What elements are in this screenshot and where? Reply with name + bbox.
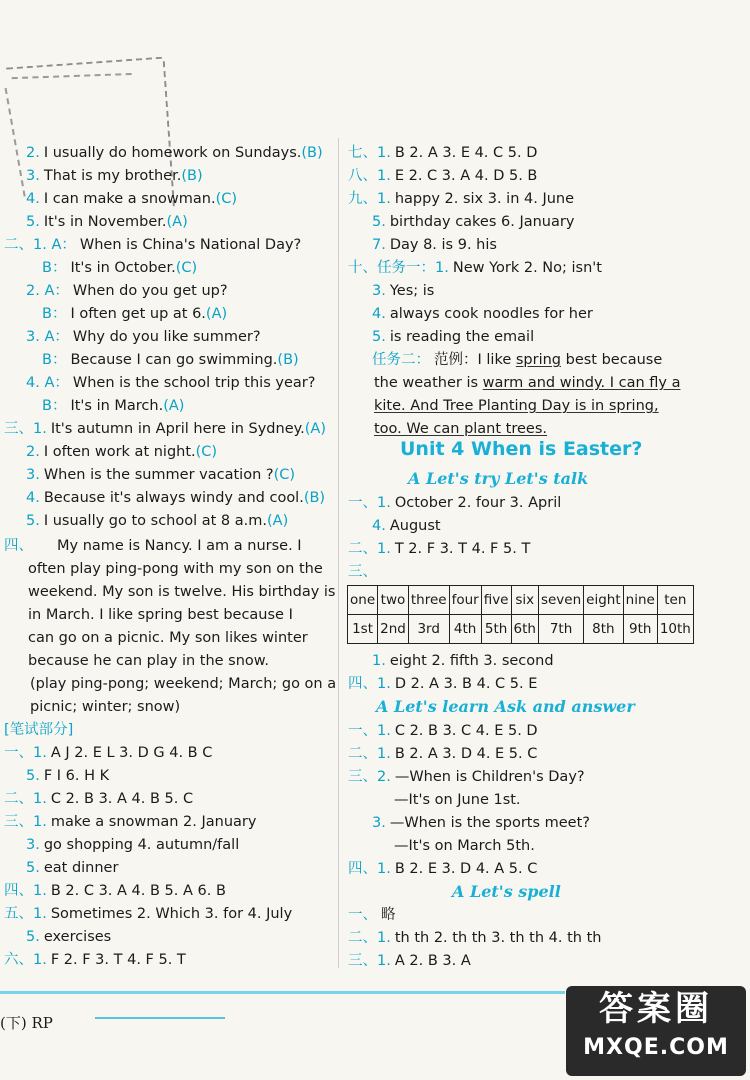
- answer-line: 4. A： When is the school trip this year?: [26, 375, 316, 391]
- table-cell: 8th: [584, 615, 623, 644]
- answer-line: 4. always cook noodles for her: [372, 306, 593, 322]
- table-cell: two: [378, 586, 409, 615]
- answer-line: 三、: [348, 564, 377, 580]
- answer-line: 2. I usually do homework on Sundays.(B): [26, 145, 323, 161]
- answer-line: 5. birthday cakes 6. January: [372, 214, 575, 230]
- section-subtitle: A Let's learn Ask and answer: [376, 697, 635, 716]
- table-cell: 9th: [623, 615, 657, 644]
- answer-line: 5. F I 6. H K: [26, 768, 110, 784]
- answer-line: 2. I often work at night.(C): [26, 444, 218, 460]
- passage-line: in March. I like spring best because I: [28, 607, 293, 623]
- table-cell: eight: [584, 586, 623, 615]
- answer-line: 六、1. F 2. F 3. T 4. F 5. T: [4, 952, 186, 968]
- answer-line: 五、1. Sometimes 2. Which 3. for 4. July: [4, 906, 293, 922]
- table-cell: seven: [538, 586, 583, 615]
- table-cell: one: [348, 586, 378, 615]
- passage-line: 四、 My name is Nancy. I am a nurse. I: [4, 538, 302, 554]
- passage-line: picnic; winter; snow): [30, 699, 181, 715]
- unit-title: Unit 4 When is Easter?: [400, 438, 643, 460]
- footer-rule: [0, 991, 565, 994]
- answer-line: 3. go shopping 4. autumn/fall: [26, 837, 240, 853]
- answer-line: 一、1. A J 2. E L 3. D G 4. B C: [4, 745, 213, 761]
- answer-line: 一、1. October 2. four 3. April: [348, 495, 562, 511]
- answer-line: —It's on March 5th.: [394, 838, 535, 854]
- ordinal-table: [347, 585, 694, 644]
- answer-line: 4. Because it's always windy and cool.(B): [26, 490, 326, 506]
- answer-line: 4. I can make a snowman.(C): [26, 191, 238, 207]
- footer-underline: [95, 1017, 225, 1019]
- answer-line: B： It's in October.(C): [42, 260, 198, 276]
- answer-line: 7. Day 8. is 9. his: [372, 237, 497, 253]
- essay-line: kite. And Tree Planting Day is in spring,: [374, 398, 659, 414]
- section-subtitle: A Let's try Let's talk: [408, 469, 589, 488]
- answer-line: 二、1. C 2. B 3. A 4. B 5. C: [4, 791, 194, 807]
- table-cell: 6th: [511, 615, 538, 644]
- answer-line: 一、1. C 2. B 3. C 4. E 5. D: [348, 723, 538, 739]
- answer-line: 3. A： Why do you like summer?: [26, 329, 261, 345]
- footer-label: (下) RP: [0, 1014, 53, 1032]
- answer-line: 二、1. T 2. F 3. T 4. F 5. T: [348, 541, 531, 557]
- answer-line: 3. When is the summer vacation ?(C): [26, 467, 296, 483]
- answer-line: 十、任务一：1. New York 2. No; isn't: [348, 260, 602, 276]
- passage-line: can go on a picnic. My son likes winter: [28, 630, 308, 646]
- table-cell: five: [481, 586, 511, 615]
- table-cell: 2nd: [378, 615, 409, 644]
- passage-line: because he can play in the snow.: [28, 653, 269, 669]
- passage-line: weekend. My son is twelve. His birthday is: [28, 584, 336, 600]
- answer-line: 四、1. B 2. E 3. D 4. A 5. C: [348, 861, 538, 877]
- table-cell: six: [511, 586, 538, 615]
- answer-line: 四、1. D 2. A 3. B 4. C 5. E: [348, 676, 538, 692]
- essay-line: too. We can plant trees.: [374, 421, 548, 437]
- answer-line: 八、1. E 2. C 3. A 4. D 5. B: [348, 168, 538, 184]
- table-cell: 4th: [449, 615, 481, 644]
- watermark-logo: 答案圈: [599, 989, 713, 1029]
- answer-line: 三、1. make a snowman 2. January: [4, 814, 257, 830]
- answer-line: 三、1. It's autumn in April here in Sydney.(A): [4, 421, 326, 437]
- column-divider: [338, 138, 339, 968]
- answer-line: 二、1. A： When is China's National Day?: [4, 237, 302, 253]
- answer-line: 一、 略: [348, 907, 396, 923]
- table-cell: 5th: [481, 615, 511, 644]
- passage-line: often play ping-pong with my son on the: [28, 561, 323, 577]
- answer-line: 七、1. B 2. A 3. E 4. C 5. D: [348, 145, 538, 161]
- table-cell: 3rd: [408, 615, 449, 644]
- answer-line: 3. —When is the sports meet?: [372, 815, 590, 831]
- answer-line: 5. is reading the email: [372, 329, 535, 345]
- answer-line: 1. eight 2. fifth 3. second: [372, 653, 554, 669]
- answer-line: 四、1. B 2. C 3. A 4. B 5. A 6. B: [4, 883, 226, 899]
- table-cell: four: [449, 586, 481, 615]
- section-heading-written: [笔试部分]: [4, 722, 74, 738]
- answer-line: 二、1. th th 2. th th 3. th th 4. th th: [348, 930, 602, 946]
- section-subtitle: A Let's spell: [452, 882, 561, 901]
- watermark-url: MXQE.COM: [583, 1035, 729, 1060]
- answer-line: B： It's in March.(A): [42, 398, 185, 414]
- answer-line: 3. Yes; is: [372, 283, 435, 299]
- answer-line: 三、2. —When is Children's Day?: [348, 769, 585, 785]
- table-cell: nine: [623, 586, 657, 615]
- answer-line: 三、1. A 2. B 3. A: [348, 953, 471, 969]
- essay-line: the weather is warm and windy. I can fly a: [374, 375, 681, 391]
- watermark-badge: [566, 986, 746, 1076]
- answer-line: —It's on June 1st.: [394, 792, 521, 808]
- essay-line: 任务二： 范例：I like spring best because: [372, 352, 663, 368]
- answer-line: 二、1. B 2. A 3. D 4. E 5. C: [348, 746, 538, 762]
- table-cell: three: [408, 586, 449, 615]
- passage-line: (play ping-pong; weekend; March; go on a: [30, 676, 337, 692]
- table-row: [348, 586, 694, 615]
- answer-line: 5. It's in November.(A): [26, 214, 188, 230]
- answer-line: 九、1. happy 2. six 3. in 4. June: [348, 191, 575, 207]
- answer-line: B： Because I can go swimming.(B): [42, 352, 299, 368]
- answer-line: 2. A： When do you get up?: [26, 283, 228, 299]
- answer-line: 5. I usually go to school at 8 a.m.(A): [26, 513, 289, 529]
- answer-line: 5. exercises: [26, 929, 112, 945]
- answer-line: B： I often get up at 6.(A): [42, 306, 228, 322]
- answer-line: 4. August: [372, 518, 441, 534]
- answer-line: 5. eat dinner: [26, 860, 119, 876]
- table-row: [348, 615, 694, 644]
- answer-line: 3. That is my brother.(B): [26, 168, 203, 184]
- table-cell: 1st: [348, 615, 378, 644]
- table-cell: 10th: [657, 615, 693, 644]
- table-cell: 7th: [538, 615, 583, 644]
- table-cell: ten: [657, 586, 693, 615]
